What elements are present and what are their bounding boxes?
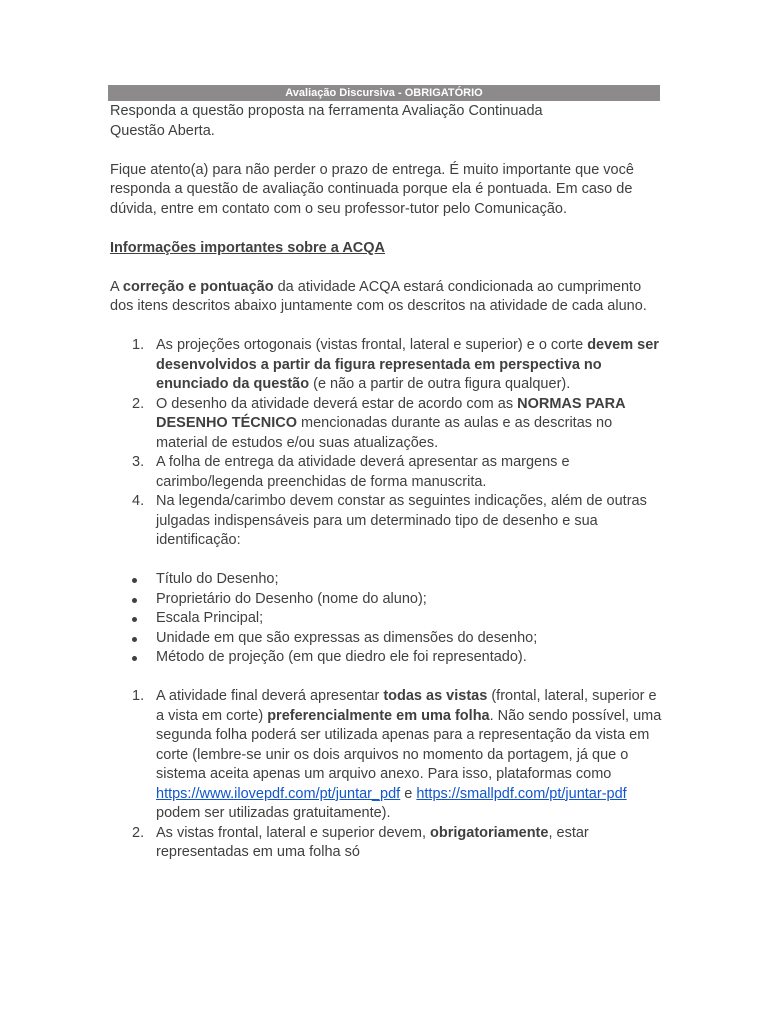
bullet-dot-icon: [132, 598, 137, 603]
bullet-item: Escala Principal;: [110, 609, 665, 629]
list-item: 3. A folha de entrega da atividade deverá apresentar as margens e carimbo/legenda preenchidas de forma manuscrita.: [132, 454, 570, 490]
bullet-item: Método de projeção (em que diedro ele foi representado).: [110, 648, 665, 668]
list-item: 2. O desenho da atividade deverá estar de acordo com as NORMAS PARA DESENHO TÉCNICO mencionadas durante as aulas e as descritas no material de estudos e/ou suas atualizações.: [132, 395, 626, 451]
list-item: 2. As vistas frontal, lateral e superior devem, obrigatoriamente, estar representadas em uma folha só: [132, 824, 589, 860]
bullet-item: Título do Desenho;: [110, 570, 665, 590]
section-title: Informações importantes sobre a ACQA: [110, 239, 386, 256]
section-paragraph-bold: correção e pontuação: [122, 278, 274, 295]
legend-bullet-list: [110, 570, 665, 668]
bullet-dot-icon: [132, 637, 137, 642]
intro-line-1: Responda a questão proposta na ferramenta Avaliação Continuada: [110, 103, 543, 119]
bullet-item: Unidade em que são expressas as dimensões do desenho;: [110, 629, 665, 649]
bullet-dot-icon: [132, 578, 137, 583]
ilovepdf-link[interactable]: https://www.ilovepdf.com/pt/juntar_pdf: [156, 785, 401, 802]
bullet-item: Proprietário do Desenho (nome do aluno);: [110, 590, 665, 610]
list-item: 4. Na legenda/carimbo devem constar as seguintes indicações, além de outras julgadas indispensáveis para um determinado tipo de desenho e sua identificação:: [132, 493, 647, 548]
list-item: 1. As projeções ortogonais (vistas frontal, lateral e superior) e o corte devem ser desenvolvidos a partir da figura representada em perspectiva no enunciado da questão (e não a partir de outra figura qualquer).: [132, 337, 659, 392]
header-title: Avaliação Discursiva - OBRIGATÓRIO: [285, 87, 483, 99]
document-body: [110, 102, 665, 863]
bullet-dot-icon: [132, 617, 137, 622]
section-paragraph: A correção e pontuação da atividade ACQA estará condicionada ao cumprimento dos itens descritos abaixo juntamente com os descritos na atividade de cada aluno.: [110, 278, 647, 314]
delivery-list: [110, 687, 665, 863]
requirements-list: [110, 336, 665, 551]
bullet-dot-icon: [132, 656, 137, 661]
list-item: 1. A atividade final deverá apresentar todas as vistas (frontal, lateral, superior e a vista em corte) preferencialmente em uma folha. Não sendo possível, uma segunda folha poderá ser utilizada apenas para a representação da vista em corte (lembre-se unir os dois arquivos no momento da portagem, já que o sistema aceita apenas um arquivo anexo. Para isso, plataformas como https://www.ilovepdf.com/pt/juntar_pdf e https://smallpdf.com/pt/juntar-pdf podem ser utilizadas gratuitamente).: [132, 688, 662, 821]
smallpdf-link[interactable]: https://smallpdf.com/pt/juntar-pdf: [416, 785, 627, 802]
intro-notice: Fique atento(a) para não perder o prazo de entrega. É muito importante que você responda a questão de avaliação continuada porque ela é pontuada. Em caso de dúvida, entre em contato com o seu professor-tutor pelo Comunicação.: [110, 161, 634, 217]
intro-line-2: Questão Aberta.: [110, 122, 215, 139]
document-header-bar: [108, 85, 660, 101]
